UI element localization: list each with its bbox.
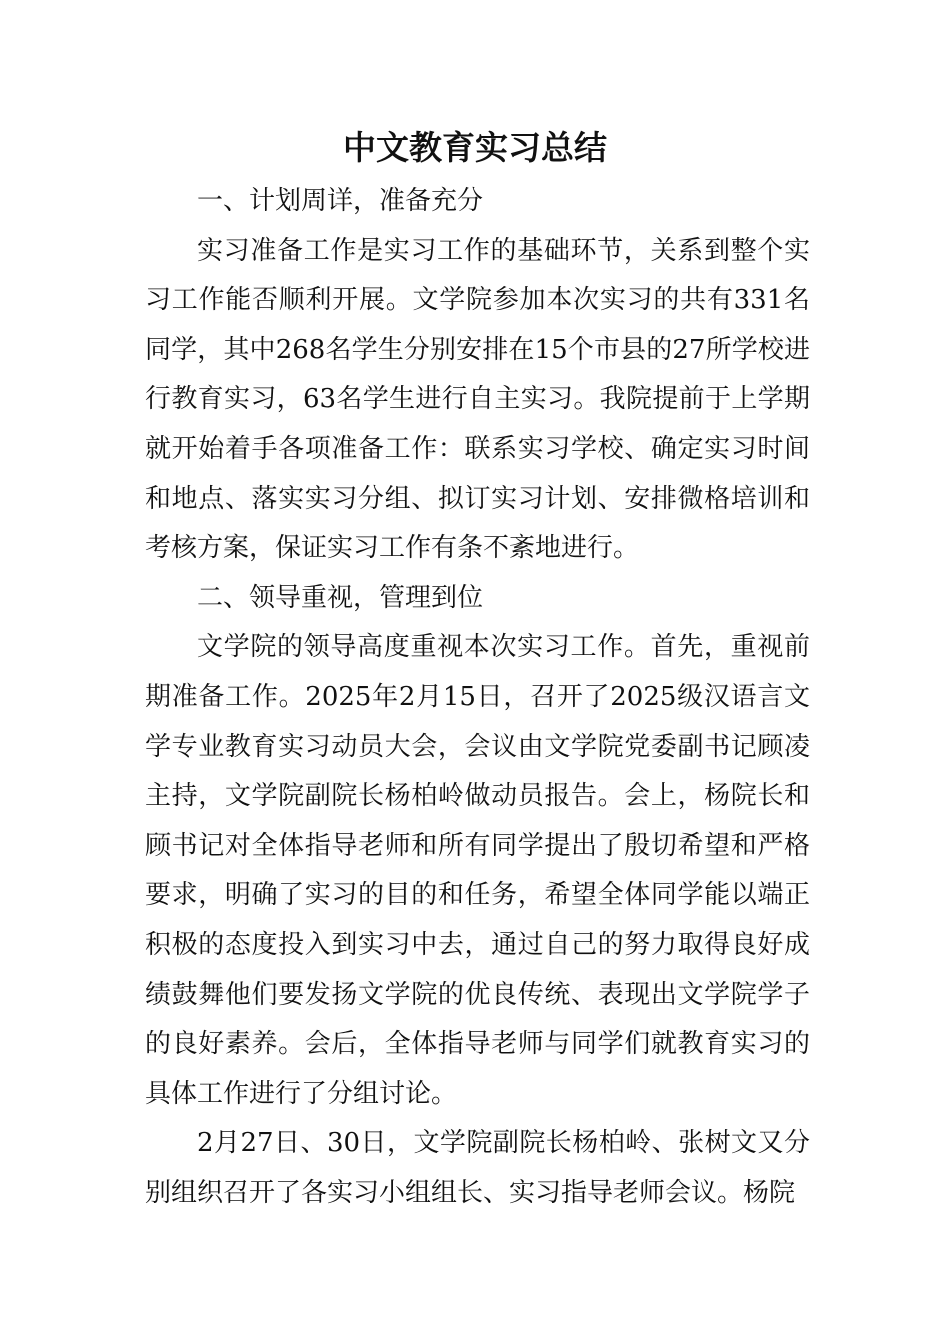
document-body (145, 177, 810, 1218)
body-paragraph: 实习准备工作是实习工作的基础环节，关系到整个实习工作能否顺利开展。文学院参加本次实习的共有331名同学，其中268名学生分别安排在15个市县的27所学校进行教育实习，63名学生进行自主实习。我院提前于上学期就开始着手各项准备工作：联系实习学校、确定实习时间和地点、落实实习分组、拟订实习计划、安排微格培训和考核方案，保证实习工作有条不紊地进行。 (145, 235, 810, 564)
body-paragraph: 2月27日、30日，文学院副院长杨柏岭、张树文又分别组织召开了各实习小组组长、实习指导老师会议。杨院 (145, 1128, 810, 1208)
section-heading-1: 一、计划周详，准备充分 (197, 186, 484, 216)
body-paragraph: 文学院的领导高度重视本次实习工作。首先，重视前期准备工作。2025年2月15日，召开了2025级汉语言文学专业教育实习动员大会，会议由文学院党委副书记顾凌主持，文学院副院长杨柏岭做动员报告。会上，杨院长和顾书记对全体指导老师和所有同学提出了殷切希望和严格要求，明确了实习的目的和任务，希望全体同学能以端正积极的态度投入到实习中去，通过自己的努力取得良好成绩鼓舞他们要发扬文学院的优良传统、表现出文学院学子的良好素养。会后，全体指导老师与同学们就教育实习的具体工作进行了分组讨论。 (145, 632, 810, 1109)
section-heading-2: 二、领导重视，管理到位 (197, 582, 484, 613)
document-title: 中文教育实习总结 (343, 128, 607, 167)
